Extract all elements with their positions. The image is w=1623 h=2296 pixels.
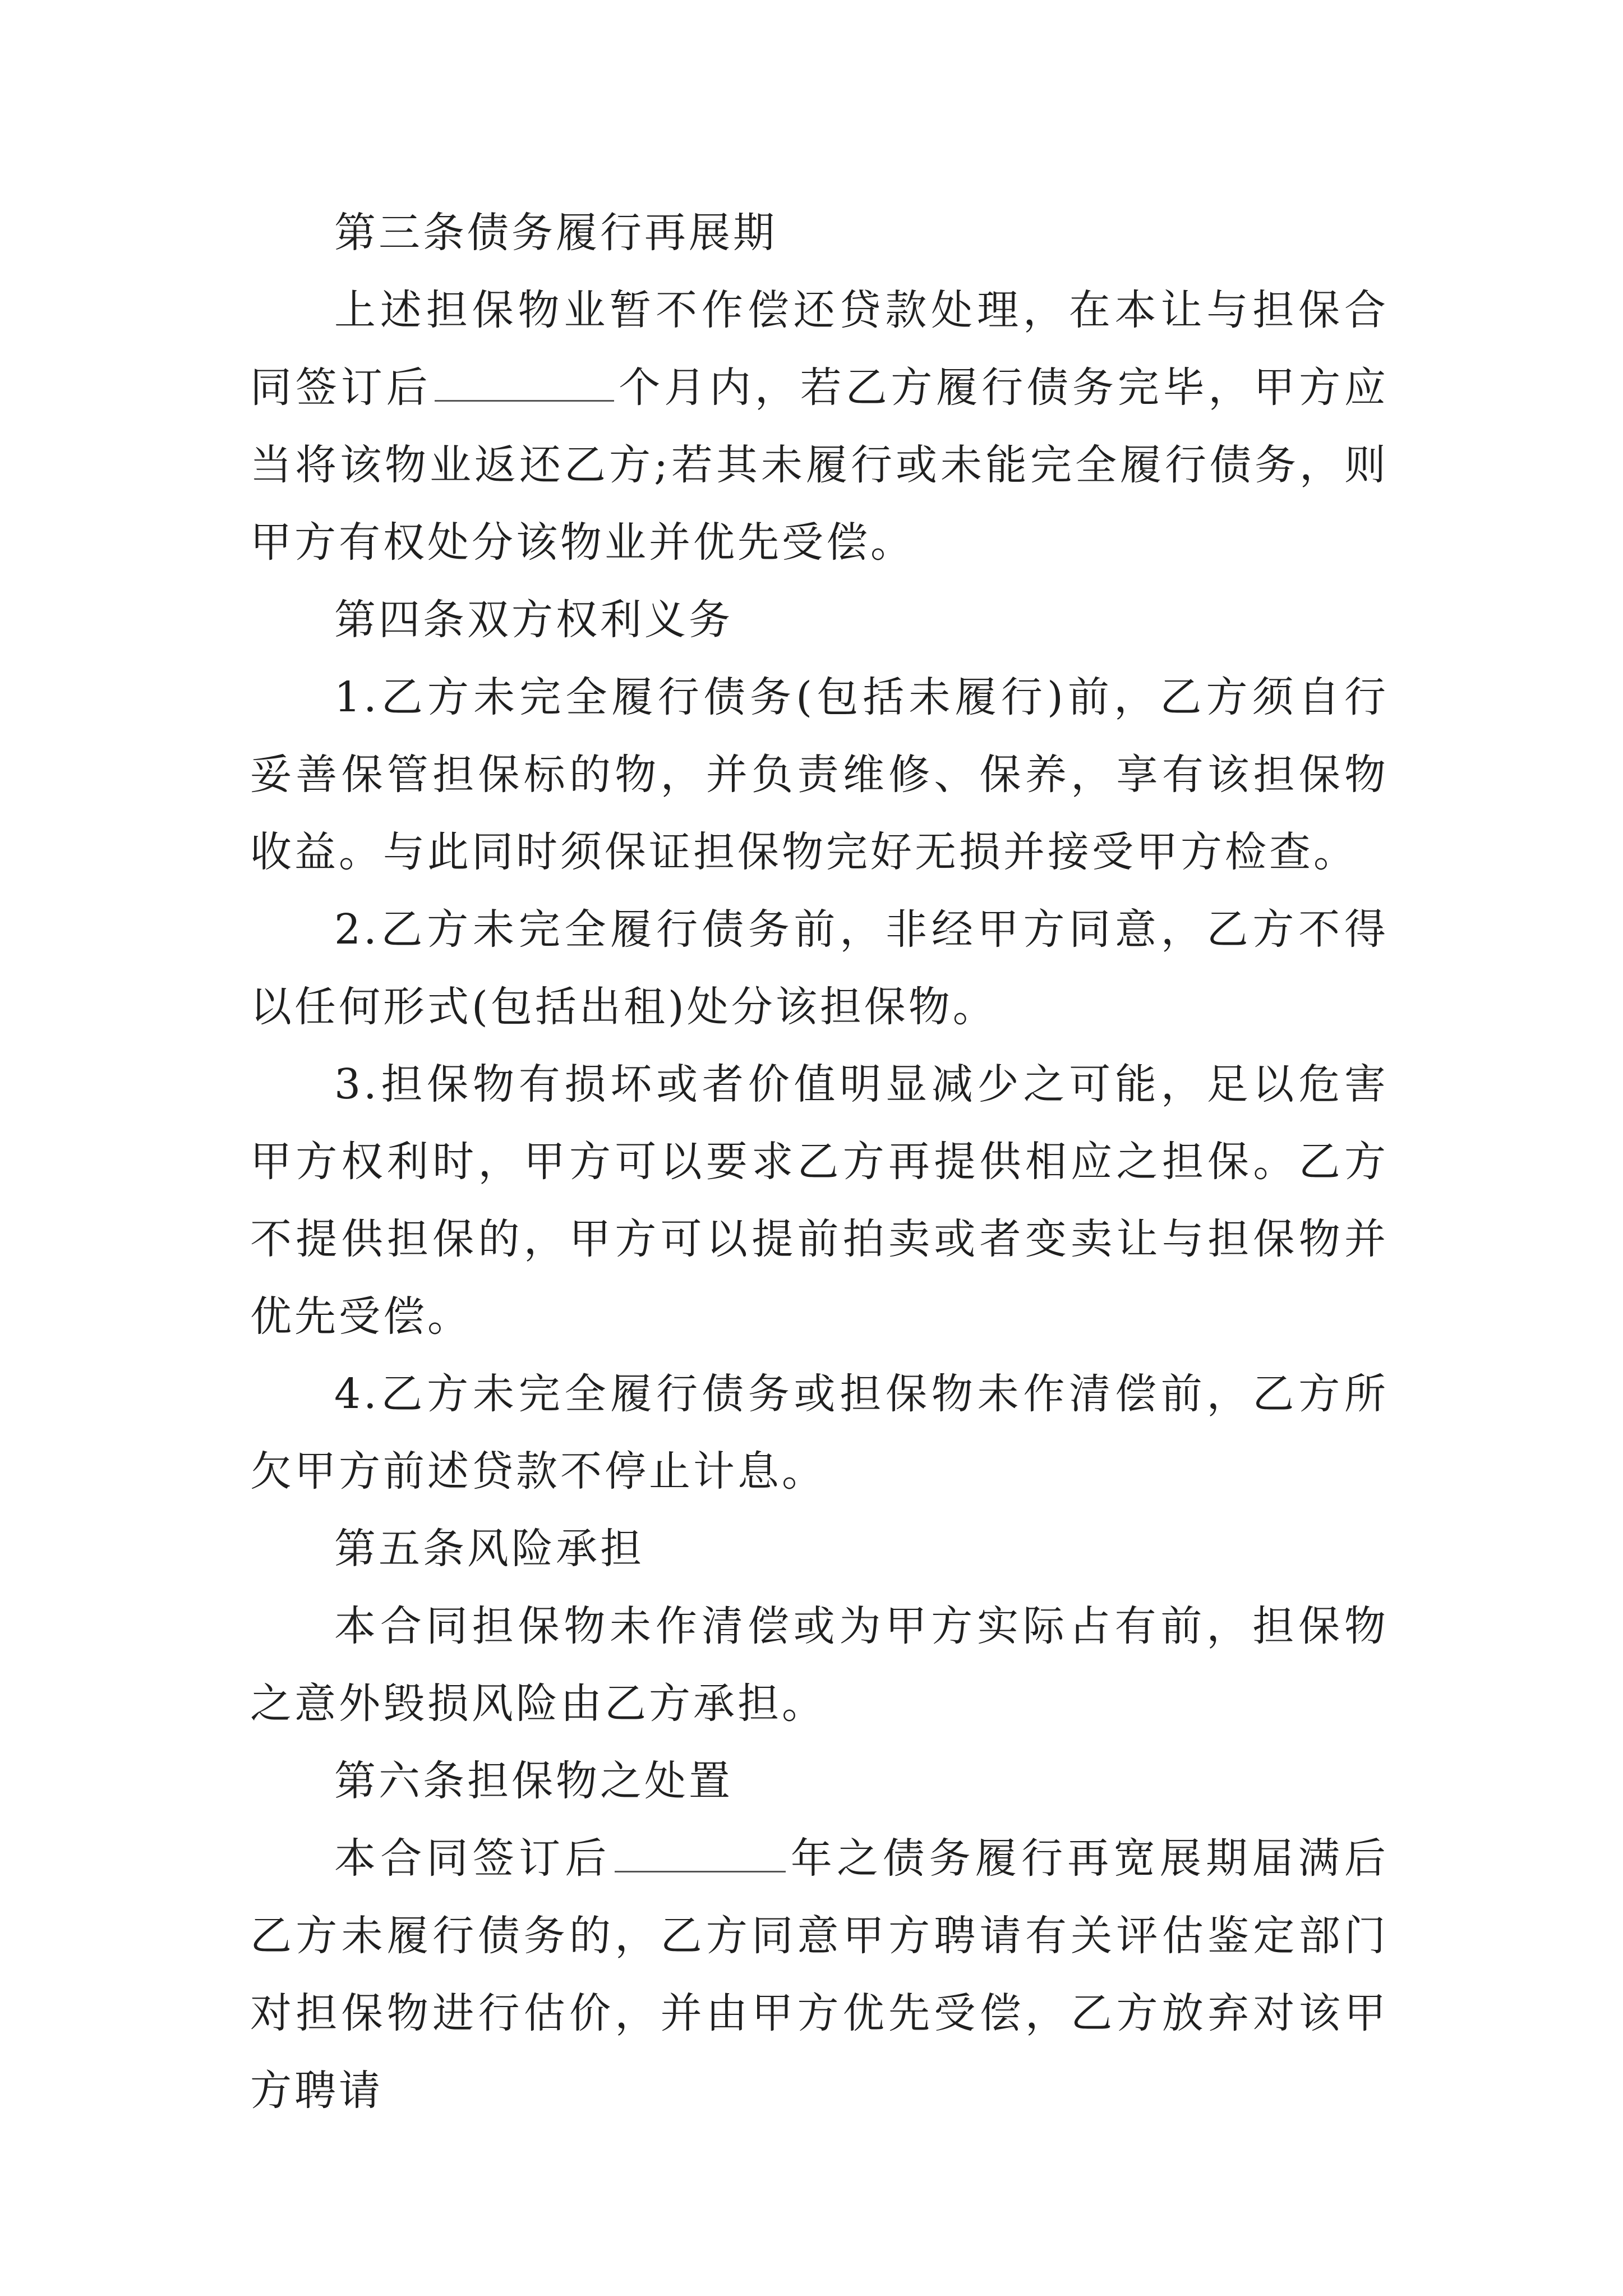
article-6-title bbox=[250, 1742, 1389, 1820]
article-3-body-part-a: 上述担保物业暂不作偿还贷款处理，在本让与担保合同签订后 bbox=[250, 286, 1389, 412]
article-3-body bbox=[250, 272, 1389, 581]
article-4-item-1 bbox=[250, 659, 1389, 891]
article-5-title bbox=[250, 1510, 1389, 1588]
article-3-title bbox=[250, 194, 1389, 272]
article-4-item-2 bbox=[250, 891, 1389, 1046]
article-5-title-text: 第五条风险承担 bbox=[334, 1525, 644, 1573]
article-4-title-text: 第四条双方权利义务 bbox=[334, 596, 733, 644]
article-4-item-3 bbox=[250, 1046, 1389, 1355]
article-3-title-text: 第三条债务履行再展期 bbox=[334, 209, 777, 257]
article-5-body-text: 本合同担保物未作清偿或为甲方实际占有前，担保物之意外毁损风险由乙方承担。 bbox=[250, 1602, 1389, 1728]
article-5-body bbox=[250, 1588, 1389, 1742]
fill-in-blank-years[interactable] bbox=[615, 1830, 786, 1872]
article-4-title bbox=[250, 581, 1389, 659]
article-4-item-4 bbox=[250, 1355, 1389, 1510]
fill-in-blank-months[interactable] bbox=[435, 360, 614, 402]
document-body bbox=[250, 194, 1389, 2129]
article-3-body-part-b: 个月内，若乙方履行债务完毕，甲方应当将该物业返还乙方;若其未履行或未能完全履行债务，则甲方有权处分该物业并优先受偿。 bbox=[250, 364, 1389, 567]
article-6-body-part-a: 本合同签订后 bbox=[334, 1834, 611, 1883]
article-6-body-part-b: 年之债务履行再宽展期届满后乙方未履行债务的，乙方同意甲方聘请有关评估鉴定部门对担保物进行估价，并由甲方优先受偿，乙方放弃对该甲方聘请 bbox=[250, 1834, 1389, 2115]
article-4-item-2-text: 2.乙方未完全履行债务前，非经甲方同意，乙方不得以任何形式(包括出租)处分该担保物。 bbox=[250, 905, 1389, 1031]
article-4-item-3-text: 3.担保物有损坏或者价值明显减少之可能，足以危害甲方权利时，甲方可以要求乙方再提供相应之担保。乙方不提供担保的，甲方可以提前拍卖或者变卖让与担保物并优先受偿。 bbox=[250, 1060, 1389, 1341]
article-4-item-1-text: 1.乙方未完全履行债务(包括未履行)前，乙方须自行妥善保管担保标的物，并负责维修、保养，享有该担保物收益。与此同时须保证担保物完好无损并接受甲方检查。 bbox=[250, 673, 1389, 876]
article-4-item-4-text: 4.乙方未完全履行债务或担保物未作清偿前，乙方所欠甲方前述贷款不停止计息。 bbox=[250, 1370, 1389, 1496]
article-6-title-text: 第六条担保物之处置 bbox=[334, 1757, 733, 1805]
article-6-body bbox=[250, 1820, 1389, 2129]
